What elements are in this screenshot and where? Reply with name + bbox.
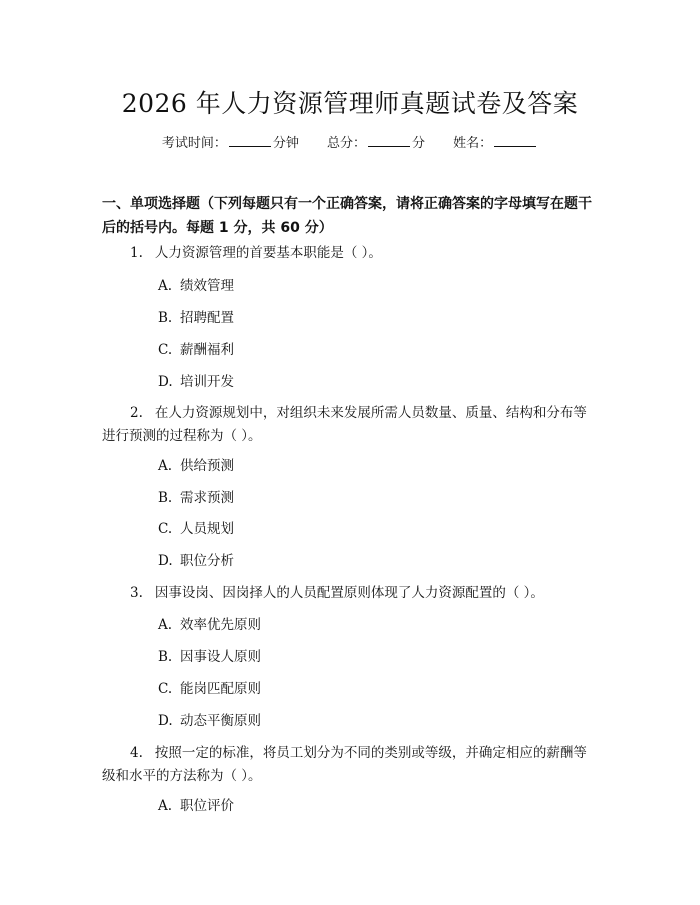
- time-field: [162, 136, 303, 151]
- score-blank: [368, 134, 410, 147]
- option-1b: B. 招聘配置: [158, 310, 234, 326]
- option-3a: A. 效率优先原则: [158, 617, 261, 633]
- page-title: 2026 年人力资源管理师真题试卷及答案: [121, 89, 579, 118]
- option-2b: B. 需求预测: [158, 490, 234, 506]
- option-1c: C. 薪酬福利: [158, 342, 234, 358]
- question-number: 2.: [130, 405, 143, 421]
- question-text: 人力资源管理的首要基本职能是（ ）。: [154, 245, 382, 261]
- section-heading: 一、单项选择题（下列每题只有一个正确答案，请将正确答案的字母填写在题干后的括号内。每题 1 分，共 60 分）: [102, 196, 592, 236]
- name-blank: [494, 134, 536, 147]
- option-4a: A. 职位评价: [158, 798, 234, 814]
- time-unit: 分钟: [272, 136, 299, 151]
- exam-meta: [0, 132, 700, 151]
- question-2: [102, 402, 598, 448]
- question-number: 4.: [130, 745, 143, 761]
- option-2d: D. 职位分析: [158, 553, 234, 569]
- option-3c: C. 能岗匹配原则: [158, 681, 261, 697]
- question-1: [102, 242, 598, 265]
- question-text: 因事设岗、因岗择人的人员配置原则体现了人力资源配置的（ ）。: [154, 585, 544, 601]
- option-2a: A. 供给预测: [158, 458, 234, 474]
- score-unit: 分: [412, 136, 426, 151]
- option-2c: C. 人员规划: [158, 521, 234, 537]
- question-text: 按照一定的标准，将员工划分为不同的类别或等级，并确定相应的薪酬等级和水平的方法称为（ ）。: [102, 745, 587, 784]
- question-number: 1.: [130, 245, 143, 261]
- option-3d: D. 动态平衡原则: [158, 713, 261, 729]
- option-1d: D. 培训开发: [158, 374, 234, 390]
- name-field: [453, 136, 538, 151]
- question-text: 在人力资源规划中，对组织未来发展所需人员数量、质量、结构和分布等进行预测的过程称为（ ）。: [102, 405, 587, 444]
- question-number: 3.: [130, 585, 143, 601]
- time-blank: [229, 134, 271, 147]
- time-label: 考试时间：: [161, 136, 227, 151]
- question-4: [102, 742, 598, 788]
- question-3: [102, 582, 598, 605]
- option-3b: B. 因事设人原则: [158, 649, 261, 665]
- name-label: 姓名：: [453, 136, 493, 151]
- score-label: 总分：: [326, 136, 366, 151]
- score-field: [327, 136, 429, 151]
- option-1a: A. 绩效管理: [158, 278, 234, 294]
